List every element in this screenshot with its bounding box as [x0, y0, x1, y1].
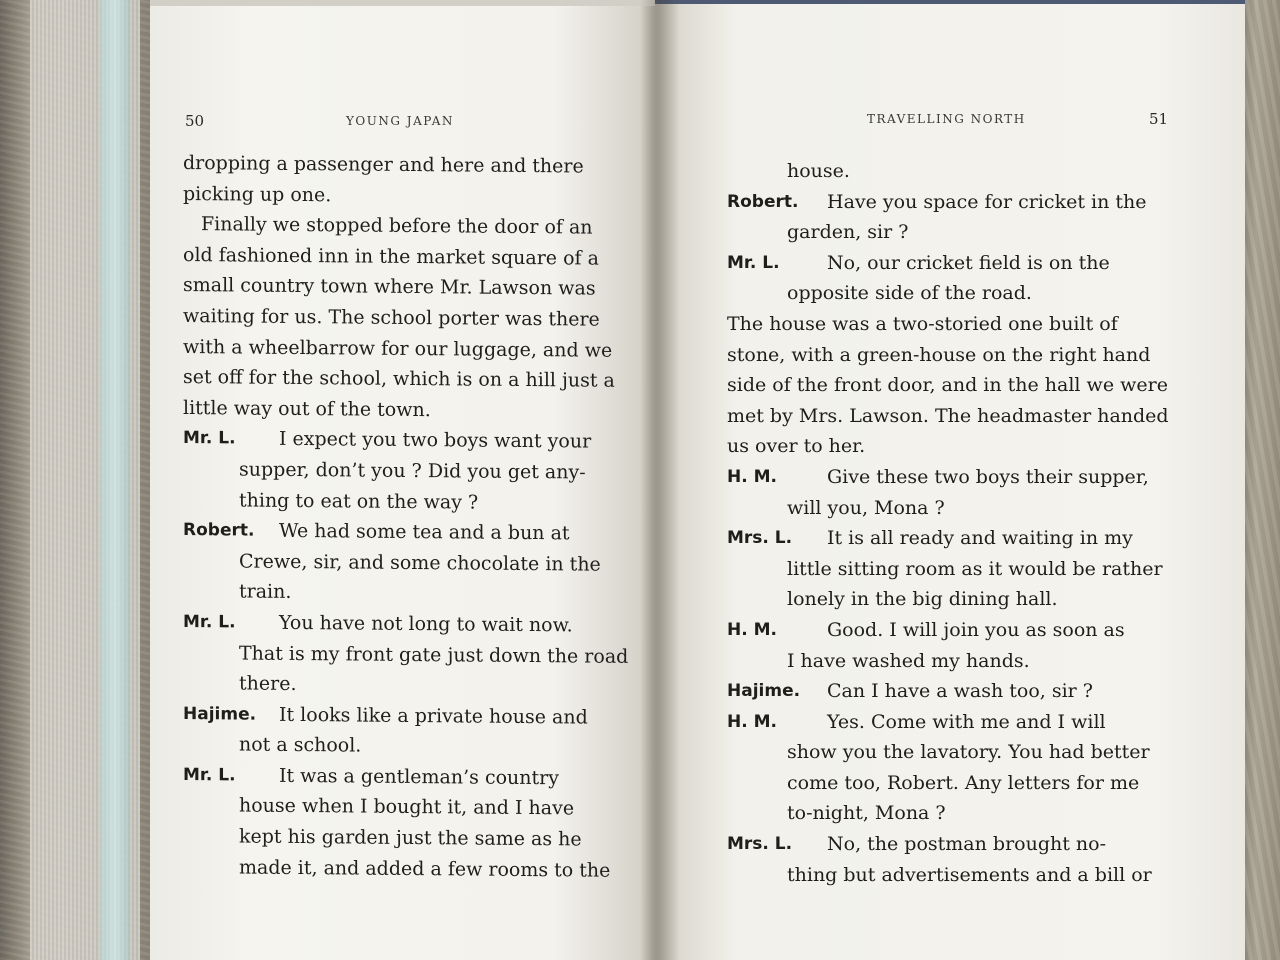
- speech-continuation: little sitting room as it would be rather: [787, 557, 1163, 580]
- speech-text: I expect you two boys want your: [279, 428, 592, 453]
- text-line: set off for the school, which is on a hill just a: [183, 366, 615, 392]
- speaker-name: Mrs. L.: [727, 528, 793, 549]
- speech-text: Give these two boys their supper,: [827, 465, 1149, 488]
- left-page: [150, 0, 655, 960]
- book-gutter-shadow: [640, 0, 680, 960]
- speech-text: Have you space for cricket in the: [827, 190, 1147, 213]
- page-number-left: 50: [185, 112, 205, 130]
- speech-text: You have not long to wait now.: [279, 611, 573, 637]
- speech-continuation: come too, Robert. Any letters for me: [787, 771, 1140, 794]
- dialogue-line: [183, 760, 633, 795]
- speech-continuation: garden, sir ?: [787, 221, 909, 244]
- speech-continuation: house when I bought it, and I have: [239, 794, 575, 820]
- speech-continuation: thing to eat on the way ?: [239, 489, 479, 514]
- speech-text: Yes. Come with me and I will: [827, 710, 1106, 733]
- text-line: The house was a two-storied one built of: [727, 312, 1118, 335]
- speaker-name: Hajime.: [183, 703, 257, 725]
- speaker-name: Mr. L.: [183, 611, 236, 633]
- text-line: Finally we stopped before the door of an: [201, 213, 593, 239]
- dialogue-line: [727, 615, 1173, 646]
- speaker-name: Hajime.: [727, 681, 801, 702]
- running-head-left: YOUNG JAPAN: [346, 114, 454, 128]
- speech-continuation: there.: [239, 672, 297, 696]
- speaker-name: Mrs. L.: [727, 834, 793, 855]
- speech-continuation: made it, and added a few rooms to the: [239, 856, 611, 882]
- page-number-right: 51: [1149, 110, 1169, 128]
- dialogue-line: [727, 248, 1173, 279]
- speech-continuation: thing but advertisements and a bill or: [787, 863, 1152, 886]
- glass-plate-edge: [100, 0, 130, 960]
- dialogue-line: [727, 523, 1173, 554]
- dialogue-line: [727, 707, 1173, 738]
- dialogue-line: [183, 699, 633, 734]
- speech-text: No, our cricket field is on the: [827, 251, 1110, 274]
- speech-continuation: will you, Mona ?: [787, 496, 945, 519]
- book-cover-right: [1240, 0, 1280, 960]
- speech-continuation: to-night, Mona ?: [787, 802, 946, 825]
- speech-text: It is all ready and waiting in my: [827, 527, 1133, 550]
- text-line: side of the front door, and in the hall we were: [727, 374, 1168, 397]
- text-line: little way out of the town.: [183, 396, 431, 421]
- speech-text: Good. I will join you as soon as: [827, 618, 1125, 641]
- speaker-name: H. M.: [727, 711, 777, 732]
- speech-text: It looks like a private house and: [279, 703, 588, 729]
- speaker-name: Mr. L.: [183, 428, 236, 449]
- speech-continuation: Crewe, sir, and some chocolate in the: [239, 550, 601, 576]
- dialogue-line: [183, 515, 633, 550]
- dialogue-line: [727, 676, 1173, 707]
- speech-text: Can I have a wash too, sir ?: [827, 680, 1093, 703]
- speech-continuation: supper, don’t you ? Did you get any-: [239, 458, 586, 484]
- speech-continuation: lonely in the big dining hall.: [787, 588, 1058, 611]
- speech-continuation: house.: [787, 160, 850, 182]
- text-line: waiting for us. The school porter was there: [183, 304, 600, 331]
- speech-continuation: That is my front gate just down the road: [239, 641, 629, 668]
- text-line: old fashioned inn in the market square of a: [183, 243, 599, 270]
- speaker-name: Robert.: [727, 191, 799, 212]
- speech-text: No, the postman brought no-: [827, 833, 1106, 856]
- left-page-text: [183, 148, 633, 886]
- speech-text: We had some tea and a bun at: [279, 519, 570, 545]
- text-line: met by Mrs. Lawson. The headmaster handed: [727, 404, 1169, 427]
- speech-continuation: opposite side of the road.: [787, 282, 1032, 305]
- speech-continuation: I have washed my hands.: [787, 649, 1030, 672]
- speech-continuation: train.: [239, 580, 292, 604]
- dialogue-line: [727, 462, 1173, 493]
- text-line: small country town where Mr. Lawson was: [183, 274, 596, 300]
- text-line: with a wheelbarrow for our luggage, and we: [183, 335, 613, 362]
- speech-text: It was a gentleman’s country: [279, 764, 559, 790]
- right-page-text: [727, 156, 1173, 890]
- speech-continuation: kept his garden just the same as he: [239, 825, 582, 851]
- running-head-right: TRAVELLING NORTH: [867, 112, 1026, 126]
- text-line: picking up one.: [183, 182, 332, 206]
- speaker-name: Mr. L.: [183, 764, 236, 786]
- speaker-name: H. M.: [727, 466, 777, 487]
- dialogue-line: [183, 607, 633, 642]
- dialogue-line: [727, 187, 1173, 218]
- text-line: dropping a passenger and here and there: [183, 152, 584, 178]
- text-line: stone, with a green-house on the right hand: [727, 343, 1151, 366]
- dialogue-line: [183, 423, 633, 458]
- speech-continuation: not a school.: [239, 733, 362, 757]
- speaker-name: Mr. L.: [727, 252, 780, 273]
- speaker-name: Robert.: [183, 520, 255, 541]
- text-line: us over to her.: [727, 435, 866, 458]
- speaker-name: H. M.: [727, 619, 777, 640]
- speech-continuation: show you the lavatory. You had better: [787, 741, 1150, 764]
- right-page: [655, 0, 1245, 960]
- dialogue-line: [727, 829, 1173, 860]
